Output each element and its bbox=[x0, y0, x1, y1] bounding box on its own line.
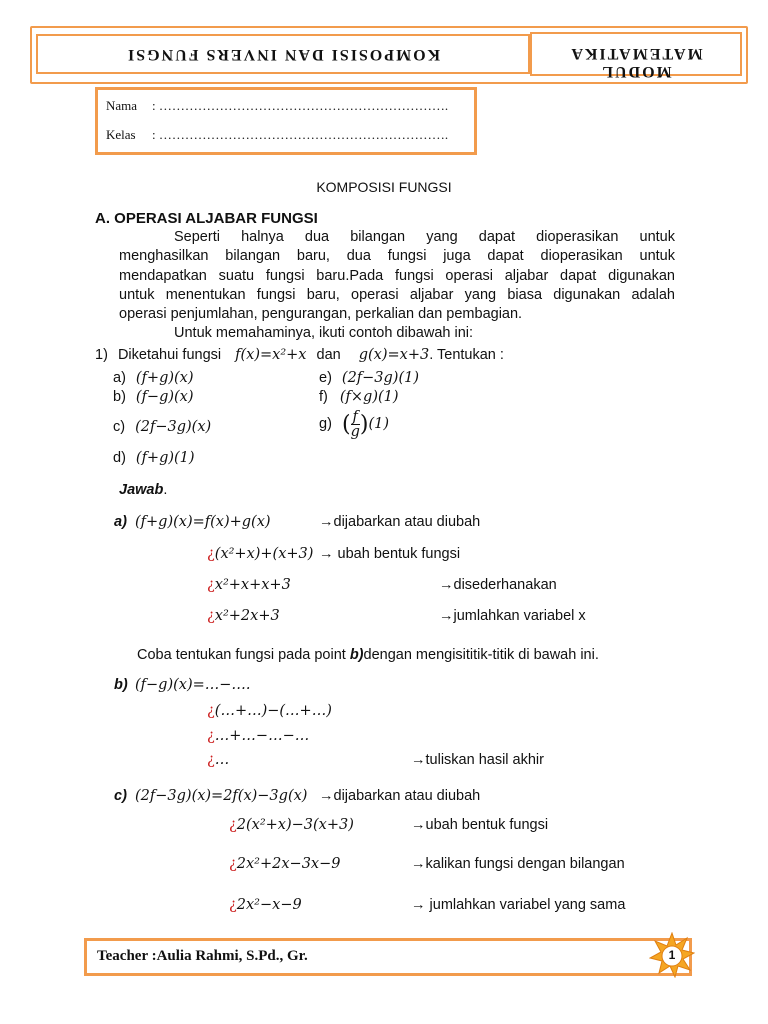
prompt-bold: b) bbox=[349, 647, 364, 663]
problem-number: 1) bbox=[95, 347, 108, 363]
answer-c-line4: 2x²−x−9 bbox=[236, 897, 302, 913]
equals-glyph: ¿ bbox=[229, 897, 237, 913]
class-row bbox=[106, 127, 448, 143]
header-left-title: KOMPOSISI DAN INVERS FUNGSI bbox=[125, 46, 441, 63]
para-line-5: operasi penjumlahan, pengurangan, perkalian dan pembagian. bbox=[119, 306, 523, 323]
equals-glyph: ¿ bbox=[207, 703, 215, 719]
item-g-label: g) bbox=[319, 416, 332, 432]
answer-c-note1: →dijabarkan atau diubah bbox=[319, 788, 481, 804]
item-g bbox=[319, 410, 389, 439]
para-line-1: Seperti halnya dua bilangan yang dapat dioperasikan untuk bbox=[174, 229, 675, 245]
fraction-numerator: f bbox=[352, 409, 358, 425]
answer-c-row3 bbox=[229, 855, 340, 874]
answer-c-row4 bbox=[229, 896, 302, 915]
item-e bbox=[319, 369, 419, 388]
item-b bbox=[113, 388, 194, 407]
page-number-badge bbox=[649, 932, 695, 978]
answer-c-line3: 2x²+2x−3x−9 bbox=[236, 856, 341, 872]
answer-c-row2 bbox=[229, 816, 354, 835]
answer-a-note1: →dijabarkan atau diubah bbox=[319, 514, 481, 530]
equals-glyph: ¿ bbox=[229, 817, 237, 833]
problem-ask: . Tentukan : bbox=[429, 347, 504, 363]
answer-a-line1: (f+g)(x)=f(x)+g(x) bbox=[135, 514, 271, 530]
page-number: 1 bbox=[668, 948, 676, 962]
answer-c-note4: → jumlahkan variabel yang sama bbox=[411, 897, 626, 913]
f-definition: f(x)=x²+x bbox=[235, 347, 307, 363]
item-d-label: d) bbox=[113, 450, 126, 466]
identity-box bbox=[95, 87, 477, 155]
answer-a-note2: → ubah bentuk fungsi bbox=[319, 546, 461, 562]
equals-glyph: ¿ bbox=[207, 577, 215, 593]
answer-a-line3: x²+x+x+3 bbox=[214, 577, 291, 593]
problem-1-statement bbox=[95, 346, 504, 365]
teacher-name: Teacher :Aulia Rahmi, S.Pd., Gr. bbox=[97, 948, 308, 964]
g-definition: g(x)=x+3 bbox=[358, 347, 430, 363]
answer-b-line2: (…+…)−(…+…) bbox=[214, 703, 332, 719]
prompt-suffix: dengan mengisititik-titik di bawah ini. bbox=[363, 647, 599, 663]
answer-c-note2: →ubah bentuk fungsi bbox=[411, 817, 549, 833]
item-b-expr: (f−g)(x) bbox=[135, 389, 194, 405]
answer-b-note4: →tuliskan hasil akhir bbox=[411, 752, 544, 768]
header-left-panel bbox=[36, 34, 530, 74]
answer-b-line1: (f−g)(x)=…−…. bbox=[135, 677, 251, 693]
answer-a-note3: →disederhanakan bbox=[439, 577, 557, 593]
item-f-expr: (f×g)(1) bbox=[339, 389, 399, 405]
answer-heading-dot: . bbox=[163, 482, 168, 498]
item-g-fraction bbox=[351, 410, 360, 439]
header-right-title: MODUL MATEMATIKA bbox=[569, 45, 703, 80]
header-right-panel bbox=[530, 32, 742, 80]
exercise-prompt bbox=[137, 646, 599, 665]
answer-b-row2 bbox=[207, 702, 332, 721]
answer-b-row3 bbox=[207, 727, 309, 746]
prompt-prefix: Coba tentukan fungsi pada point bbox=[137, 647, 350, 663]
answer-heading bbox=[119, 481, 167, 500]
item-d-expr: (f+g)(1) bbox=[135, 450, 195, 466]
answer-a-row3 bbox=[207, 576, 291, 595]
answer-a-label: a) bbox=[114, 514, 127, 530]
section-a-heading: A. OPERASI ALJABAR FUNGSI bbox=[95, 210, 318, 227]
answer-b-row4 bbox=[207, 751, 229, 770]
equals-glyph: ¿ bbox=[207, 752, 215, 768]
header-banner bbox=[30, 26, 746, 82]
problem-intro: Diketahui fungsi bbox=[117, 347, 222, 363]
equals-glyph: ¿ bbox=[207, 546, 215, 562]
answer-a-note4: →jumlahkan variabel x bbox=[439, 608, 586, 624]
item-f bbox=[319, 388, 399, 407]
footer-box bbox=[84, 938, 692, 976]
item-e-label: e) bbox=[319, 370, 332, 386]
item-f-label: f) bbox=[319, 389, 328, 405]
item-c-expr: (2f−3g)(x) bbox=[135, 419, 212, 435]
class-blank: : …………………………………………………………. bbox=[152, 127, 449, 142]
answer-c-label: c) bbox=[114, 788, 127, 804]
item-g-open-paren: ( bbox=[341, 412, 351, 437]
para-line-2: menghasilkan bilangan baru, dua fungsi juga dapat dioperasikan untuk bbox=[119, 248, 675, 265]
equals-glyph: ¿ bbox=[207, 728, 215, 744]
item-d bbox=[113, 449, 195, 468]
answer-c-note3: →kalikan fungsi dengan bilangan bbox=[411, 856, 625, 872]
and-word: dan bbox=[316, 347, 341, 363]
answer-a-line4: x²+2x+3 bbox=[214, 608, 280, 624]
name-label: Nama bbox=[106, 98, 138, 113]
equals-glyph: ¿ bbox=[207, 608, 215, 624]
para-line-4: untuk menentukan fungsi baru, operasi aljabar yang biasa digunakan adalah bbox=[119, 286, 675, 303]
item-c bbox=[113, 418, 211, 437]
item-a-label: a) bbox=[113, 370, 126, 386]
name-blank: : …………………………………………………………. bbox=[152, 98, 449, 113]
para-intro-example: Untuk memahaminya, ikuti contoh dibawah ini: bbox=[174, 325, 474, 341]
class-label: Kelas bbox=[106, 127, 136, 142]
answer-a-line2: (x²+x)+(x+3) bbox=[214, 546, 314, 562]
answer-c-line1: (2f−3g)(x)=2f(x)−3g(x) bbox=[135, 788, 308, 804]
item-a-expr: (f+g)(x) bbox=[135, 370, 194, 386]
item-b-label: b) bbox=[113, 389, 126, 405]
item-g-close-paren: ) bbox=[359, 412, 369, 437]
answer-b-label: b) bbox=[114, 677, 128, 693]
para-line-3: mendapatkan suatu fungsi baru.Pada fungsi operasi aljabar dapat digunakan bbox=[119, 267, 675, 284]
item-a bbox=[113, 369, 194, 388]
answer-c-line2: 2(x²+x)−3(x+3) bbox=[236, 817, 354, 833]
answer-a-row4 bbox=[207, 607, 280, 626]
answer-b-line4: … bbox=[214, 752, 230, 768]
item-e-expr: (2f−3g)(1) bbox=[341, 370, 420, 386]
section-a-paragraph bbox=[119, 228, 675, 324]
answer-b-line3: …+…−…−… bbox=[214, 728, 310, 744]
equals-glyph: ¿ bbox=[229, 856, 237, 872]
page-title: KOMPOSISI FUNGSI bbox=[316, 179, 452, 195]
answer-a-row2 bbox=[207, 545, 313, 564]
answer-heading-text: Jawab bbox=[119, 482, 164, 498]
name-row bbox=[106, 98, 448, 114]
item-g-tail: (1) bbox=[368, 416, 390, 432]
fraction-denominator: g bbox=[350, 424, 360, 440]
item-c-label: c) bbox=[113, 419, 126, 435]
